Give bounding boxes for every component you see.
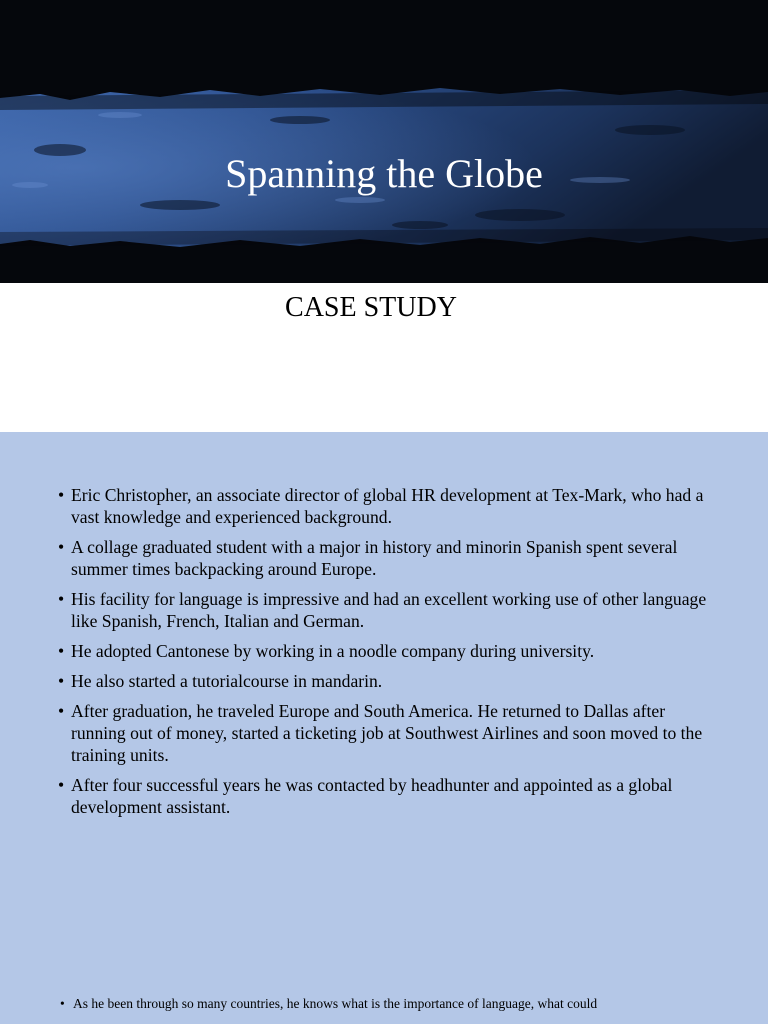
banner-texture (0, 0, 768, 283)
bullet-list (58, 484, 718, 826)
bullet-item: • His facility for language is impressive and had an excellent working use of other language like Spanish, French, Italian and German. (58, 588, 718, 632)
bullet-item: • He adopted Cantonese by working in a noodle company during university. (58, 640, 718, 662)
bullet-dot-icon: • (60, 996, 65, 1011)
slide-title: Spanning the Globe (225, 151, 543, 196)
slide-subtitle: CASE STUDY (285, 292, 457, 323)
bullet-item: • He also started a tutorialcourse in mandarin. (58, 670, 718, 692)
cut-off-bullet-text: As he been through so many countries, he knows what is the importance of language, what could (73, 996, 598, 1011)
title-slide (0, 0, 768, 432)
cut-off-bullet (60, 995, 750, 1013)
bullet-item: • After graduation, he traveled Europe and South America. He returned to Dallas after running out of money, started a ticketing job at Southwest Airlines and soon moved to the training units. (58, 700, 718, 766)
content-slide (0, 432, 768, 1024)
bullet-item: • After four successful years he was contacted by headhunter and appointed as a global development assistant. (58, 774, 718, 818)
bullet-item: • Eric Christopher, an associate director of global HR development at Tex-Mark, who had a vast knowledge and experienced background. (58, 484, 718, 528)
title-banner (0, 0, 768, 283)
bullet-item: • A collage graduated student with a major in history and minorin Spanish spent several summer times backpacking around Europe. (58, 536, 718, 580)
